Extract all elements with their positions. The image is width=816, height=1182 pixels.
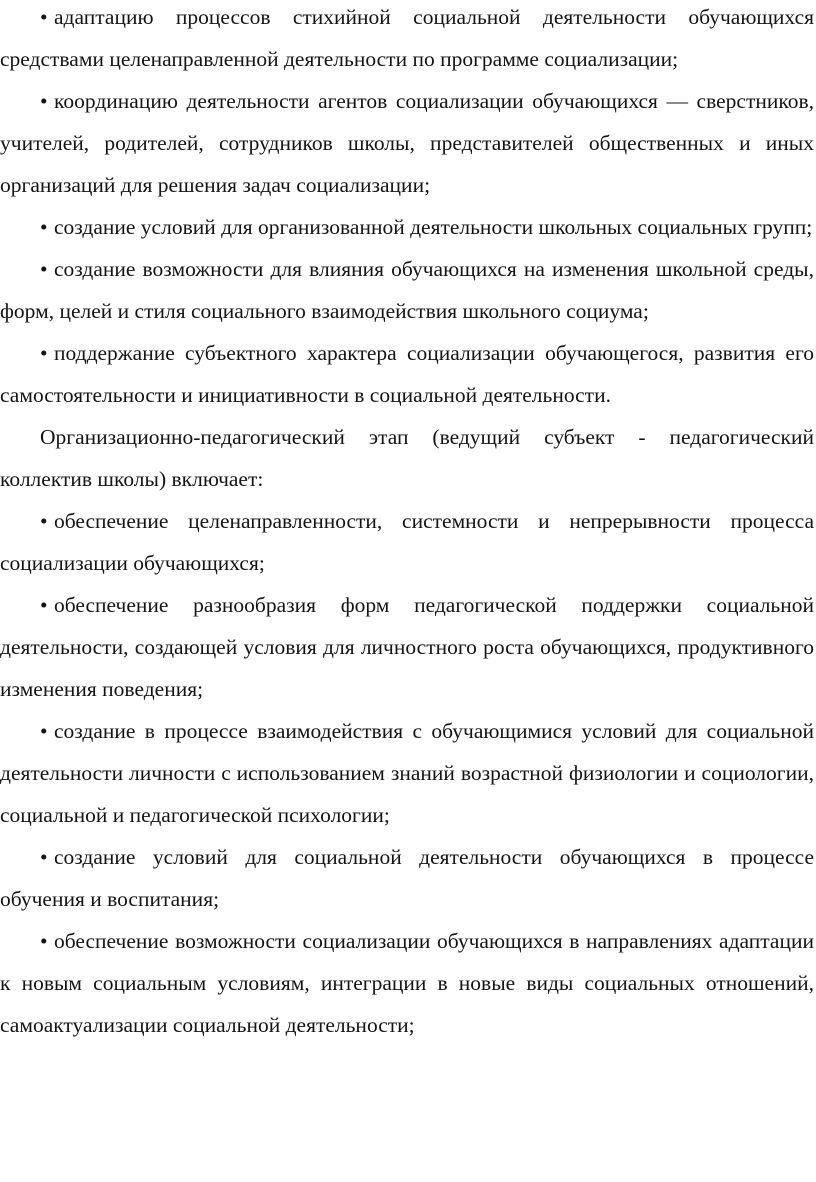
bullet-paragraph-influence (0, 248, 814, 332)
paragraph-text: координацию деятельности агентов социализации обучающихся — сверстников, учителей, родителей, сотрудников школы, представителей общественных и иных организаций для решения задач социализации; (0, 89, 814, 197)
paragraph-text: поддержание субъектного характера социализации обучающегося, развития его самостоятельности и инициативности в социальной деятельности. (0, 341, 814, 407)
bullet-marker: • (40, 341, 48, 365)
bullet-marker: • (40, 719, 48, 743)
paragraph-text: создание условий для организованной деятельности школьных социальных групп; (54, 215, 813, 239)
bullet-marker: • (40, 89, 48, 113)
paragraph-text: обеспечение разнообразия форм педагогической поддержки социальной деятельности, создающей условия для личностного роста обучающихся, продуктивного изменения поведения; (0, 593, 814, 701)
bullet-paragraph-continuity (0, 500, 814, 584)
paragraph-organizational-stage (0, 416, 814, 500)
bullet-paragraph-adaptation (0, 0, 814, 80)
paragraph-text: Организационно-педагогический этап (ведущий субъект - педагогический коллектив школы) включает: (0, 425, 814, 491)
bullet-paragraph-directions (0, 920, 814, 1046)
paragraph-text: создание условий для социальной деятельности обучающихся в процессе обучения и воспитания; (0, 845, 814, 911)
bullet-paragraph-subjectivity (0, 332, 814, 416)
bullet-marker: • (40, 593, 48, 617)
paragraph-text: обеспечение возможности социализации обучающихся в направлениях адаптации к новым социальным условиям, интеграции в новые виды социальных отношений, самоактуализации социальной деятельности; (0, 929, 814, 1037)
bullet-marker: • (40, 845, 48, 869)
bullet-paragraph-support-forms (0, 584, 814, 710)
paragraph-text: создание возможности для влияния обучающихся на изменения школьной среды, форм, целей и стиля социального взаимодействия школьного социума; (0, 257, 814, 323)
bullet-marker: • (40, 929, 48, 953)
bullet-marker: • (40, 215, 48, 239)
bullet-paragraph-coordination (0, 80, 814, 206)
bullet-paragraph-school-groups (0, 206, 814, 248)
bullet-marker: • (40, 509, 48, 533)
bullet-marker: • (40, 5, 48, 29)
paragraph-text: адаптацию процессов стихийной социальной деятельности обучающихся средствами целенаправленной деятельности по программе социализации; (0, 5, 814, 71)
paragraph-text: создание в процессе взаимодействия с обучающимися условий для социальной деятельности личности с использованием знаний возрастной физиологии и социологии, социальной и педагогической психологии; (0, 719, 814, 827)
bullet-paragraph-learning (0, 836, 814, 920)
bullet-paragraph-interaction (0, 710, 814, 836)
bullet-marker: • (40, 257, 48, 281)
paragraph-text: обеспечение целенаправленности, системности и непрерывности процесса социализации обучающихся; (0, 509, 814, 575)
